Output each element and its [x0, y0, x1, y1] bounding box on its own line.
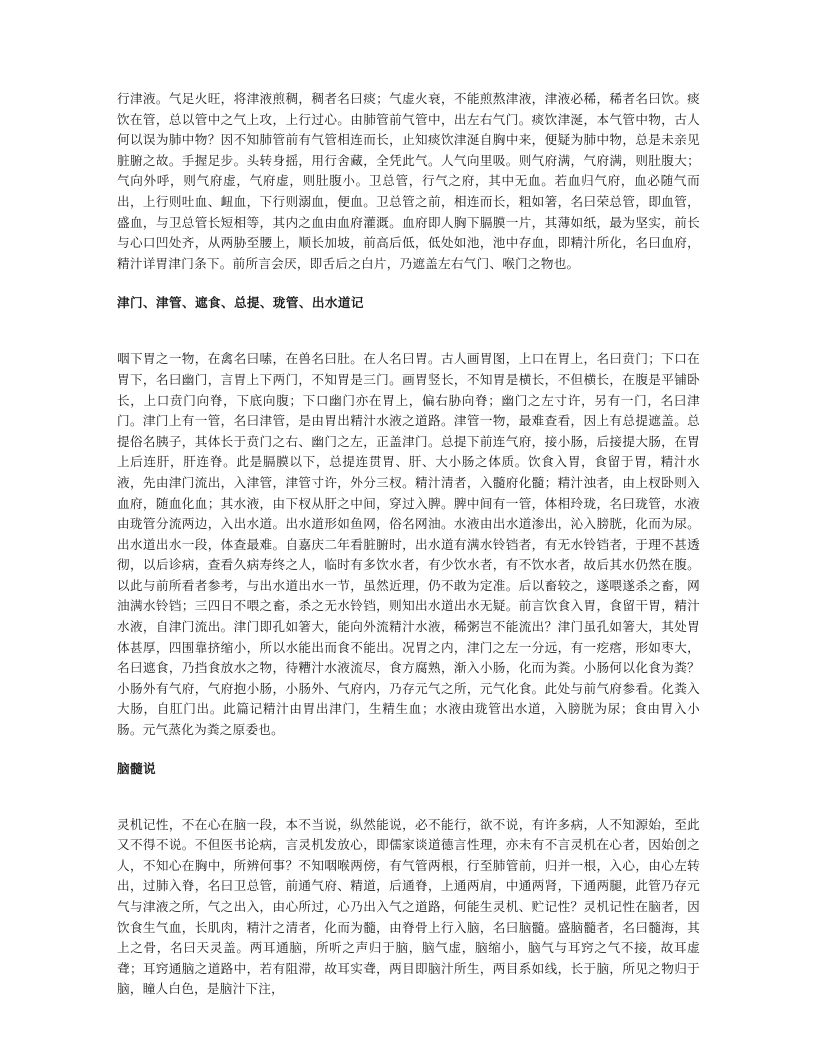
body-paragraph: 咽下胃之一物，在禽名曰嗉，在兽名曰肚。在人名曰胃。古人画胃图，上口在胃上，名曰贲门；下口在胃下，名曰幽门，言胃上下两门，不知胃是三门。画胃竖长，不知胃是横长，不但横长，在腹是平铺卧长，上口贲门向脊，下底向腹；下口幽门亦在胃上，偏右胁向脊；幽门之左寸许，另有一门，名曰津门。津门上有一管，名曰津管，是由胃出精汁水液之道路。津管一物，最难查看，因上有总提遮盖。总提俗名胰子，其体长于贲门之右、幽门之左，正盖津门。总提下前连气府，接小肠，后接提大肠，在胃上后连肝，肝连脊。此是膈膜以下，总提连贯胃、肝、大小肠之体质。饮食入胃，食留于胃，精汁水液，先由津门流出，入津管，津管寸许，外分三杈。精汁清者，入髓府化髓；精汁浊者，由上杈卧则入血府，随血化血；其水液，由下杈从肝之中间，穿过入脾。脾中间有一管，体相玲珑，名曰珑管，水液由珑管分流两边，入出水道。出水道形如鱼网，俗名网油。水液由出水道渗出，沁入膀胱，化而为尿。出水道出水一段，体查最难。自嘉庆二年看脏腑时，出水道有满水铃铛者，有无水铃铛者，于理不甚透彻，以后诊病，查看久病寿终之人，临时有多饮水者，有少饮水者，有不饮水者，故后其水仍然在腹。以此与前所看者参考，与出水道出水一节，虽然近理，仍不敢为定准。后以畜较之，遂喂遂杀之畜，网油满水铃铛；三四日不喂之畜，杀之无水铃铛，则知出水道出水无疑。前言饮食入胃，食留干胃，精汁水液，自津门流出。津门即孔如箸大，能向外流精汁水液，稀粥岂不能流出？津门虽孔如箸大，其处胃体甚厚，四围靠挤缩小，所以水能出而食不能出。况胃之内，津门之左一分远，有一疙瘩，形如枣大，名曰遮食，乃挡食放水之物，待糟汁水液流尽，食方腐熟，渐入小肠，化而为粪。小肠何以化食为粪？小肠外有气府，气府抱小肠，小肠外、气府内，乃存元气之所，元气化食。此处与前气府参看。化粪入大肠，自肛门出。此篇记精汁由胃出津门，生精生血；水液由珑管出水道，入膀胱为尿；食由胃入小肠。元气蒸化为粪之原委也。: [117, 351, 700, 738]
body-paragraph: 行津液。气足火旺，将津液煎稠，稠者名曰痰；气虚火衰，不能煎熬津液，津液必稀，稀者名曰饮。痰饮在管，总以管中之气上攻，上行过心。由肺管前气管中，出左右气门。痰饮津涎，本气管中物，古人何以误为肺中物？因不知肺管前有气管相连而长，止知痰饮津涎自胸中来，便疑为肺中物，总是未亲见脏腑之故。手握足步。头转身摇，用行舍藏，全凭此气。人气向里吸。则气府满，气府满，则肚腹大；气向外呼，则气府虚，气府虚，则肚腹小。卫总管，行气之府，其中无血。若血归气府，血必随气而出，上行则吐血、衄血，下行则溺血，便血。卫总管之前，相连而长，粗如箸，名曰荣总管，即血管，盛血，与卫总管长短相等，其内之血由血府灌溉。血府即人胸下膈膜一片，其薄如纸，最为坚实，前长与心口凹处齐，从两胁至腰上，顺长加坡，前高后低，低处如池，池中存血，即精汁所化，名曰血府，精汁详胃津门条下。前所言会厌，即舌后之白片，乃遮盖左右气门、喉门之物也。: [117, 91, 700, 271]
section-heading-jinmen: 津门、津管、遮食、总提、珑管、出水道记: [117, 295, 364, 311]
section-heading-naosui: 脑髓说: [117, 760, 156, 776]
document-page: [117, 89, 700, 1000]
body-paragraph: 灵机记性，不在心在脑一段，本不当说，纵然能说，必不能行，欲不说，有许多病，人不知源始，至此又不得不说。不但医书论病，言灵机发放心，即儒家谈道德言性理，亦未有不言灵机在心者，因始创之人，不知心在胸中，所辨何事？不知咽喉两傍，有气管两根，行至肺管前，归并一根，入心，由心左转出，过肺入脊，名曰卫总管，前通气府、精道，后通脊，上通两肩，中通两肾，下通两腿，此管乃存元气与津液之所，气之出入，由心所过，心乃出入气之道路，何能生灵机、贮记性？灵机记性在脑者，因饮食生气血，长肌肉，精汁之清者，化而为髓，由脊骨上行入脑，名曰脑髓。盛脑髓者，名曰髓海，其上之骨，名曰天灵盖。两耳通脑，所听之声归于脑，脑气虚，脑缩小，脑气与耳窍之气不接，故耳虚聋；耳窍通脑之道路中，若有阻滞，故耳实聋，两目即脑汁所生，两目系如线，长于脑，所见之物归于脑，瞳人白色，是脑汁下注，: [117, 816, 700, 997]
